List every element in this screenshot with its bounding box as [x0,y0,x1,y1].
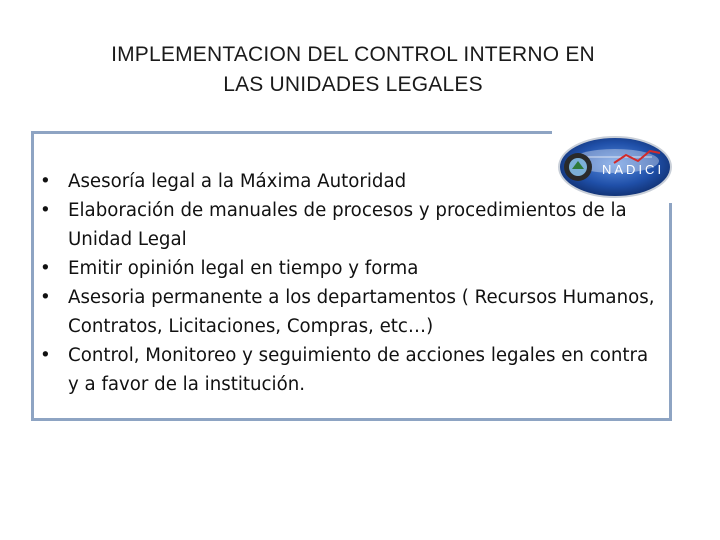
bullet-dot: • [40,258,51,279]
list-item-text: Elaboración de manuales de procesos y procedimientos de la Unidad Legal [68,200,627,250]
list-item [32,283,664,341]
list-item [32,254,664,283]
list-item-text: Control, Monitoreo y seguimiento de acciones legales en contra y a favor de la institución. [68,345,649,395]
bullet-dot: • [40,345,51,366]
bullet-dot: • [40,287,51,308]
bullet-dot: • [40,171,51,192]
list-item [32,167,664,196]
list-item-text: Asesoria permanente a los departamentos ( Recursos Humanos, Contratos, Licitaciones, Compras, etc…) [68,287,655,337]
list-item [32,196,664,254]
bullet-list [32,167,664,399]
slide-title-line-2: LAS UNIDADES LEGALES [223,73,483,96]
list-item [32,341,664,399]
slide-title [0,40,706,100]
bullet-dot: • [40,200,51,221]
logo-wordmark: NADICI [602,162,665,177]
slide-title-line-1: IMPLEMENTACION DEL CONTROL INTERNO EN [111,43,595,66]
list-item-text: Emitir opinión legal en tiempo y forma [68,258,419,279]
list-item-text: Asesoría legal a la Máxima Autoridad [68,171,407,192]
